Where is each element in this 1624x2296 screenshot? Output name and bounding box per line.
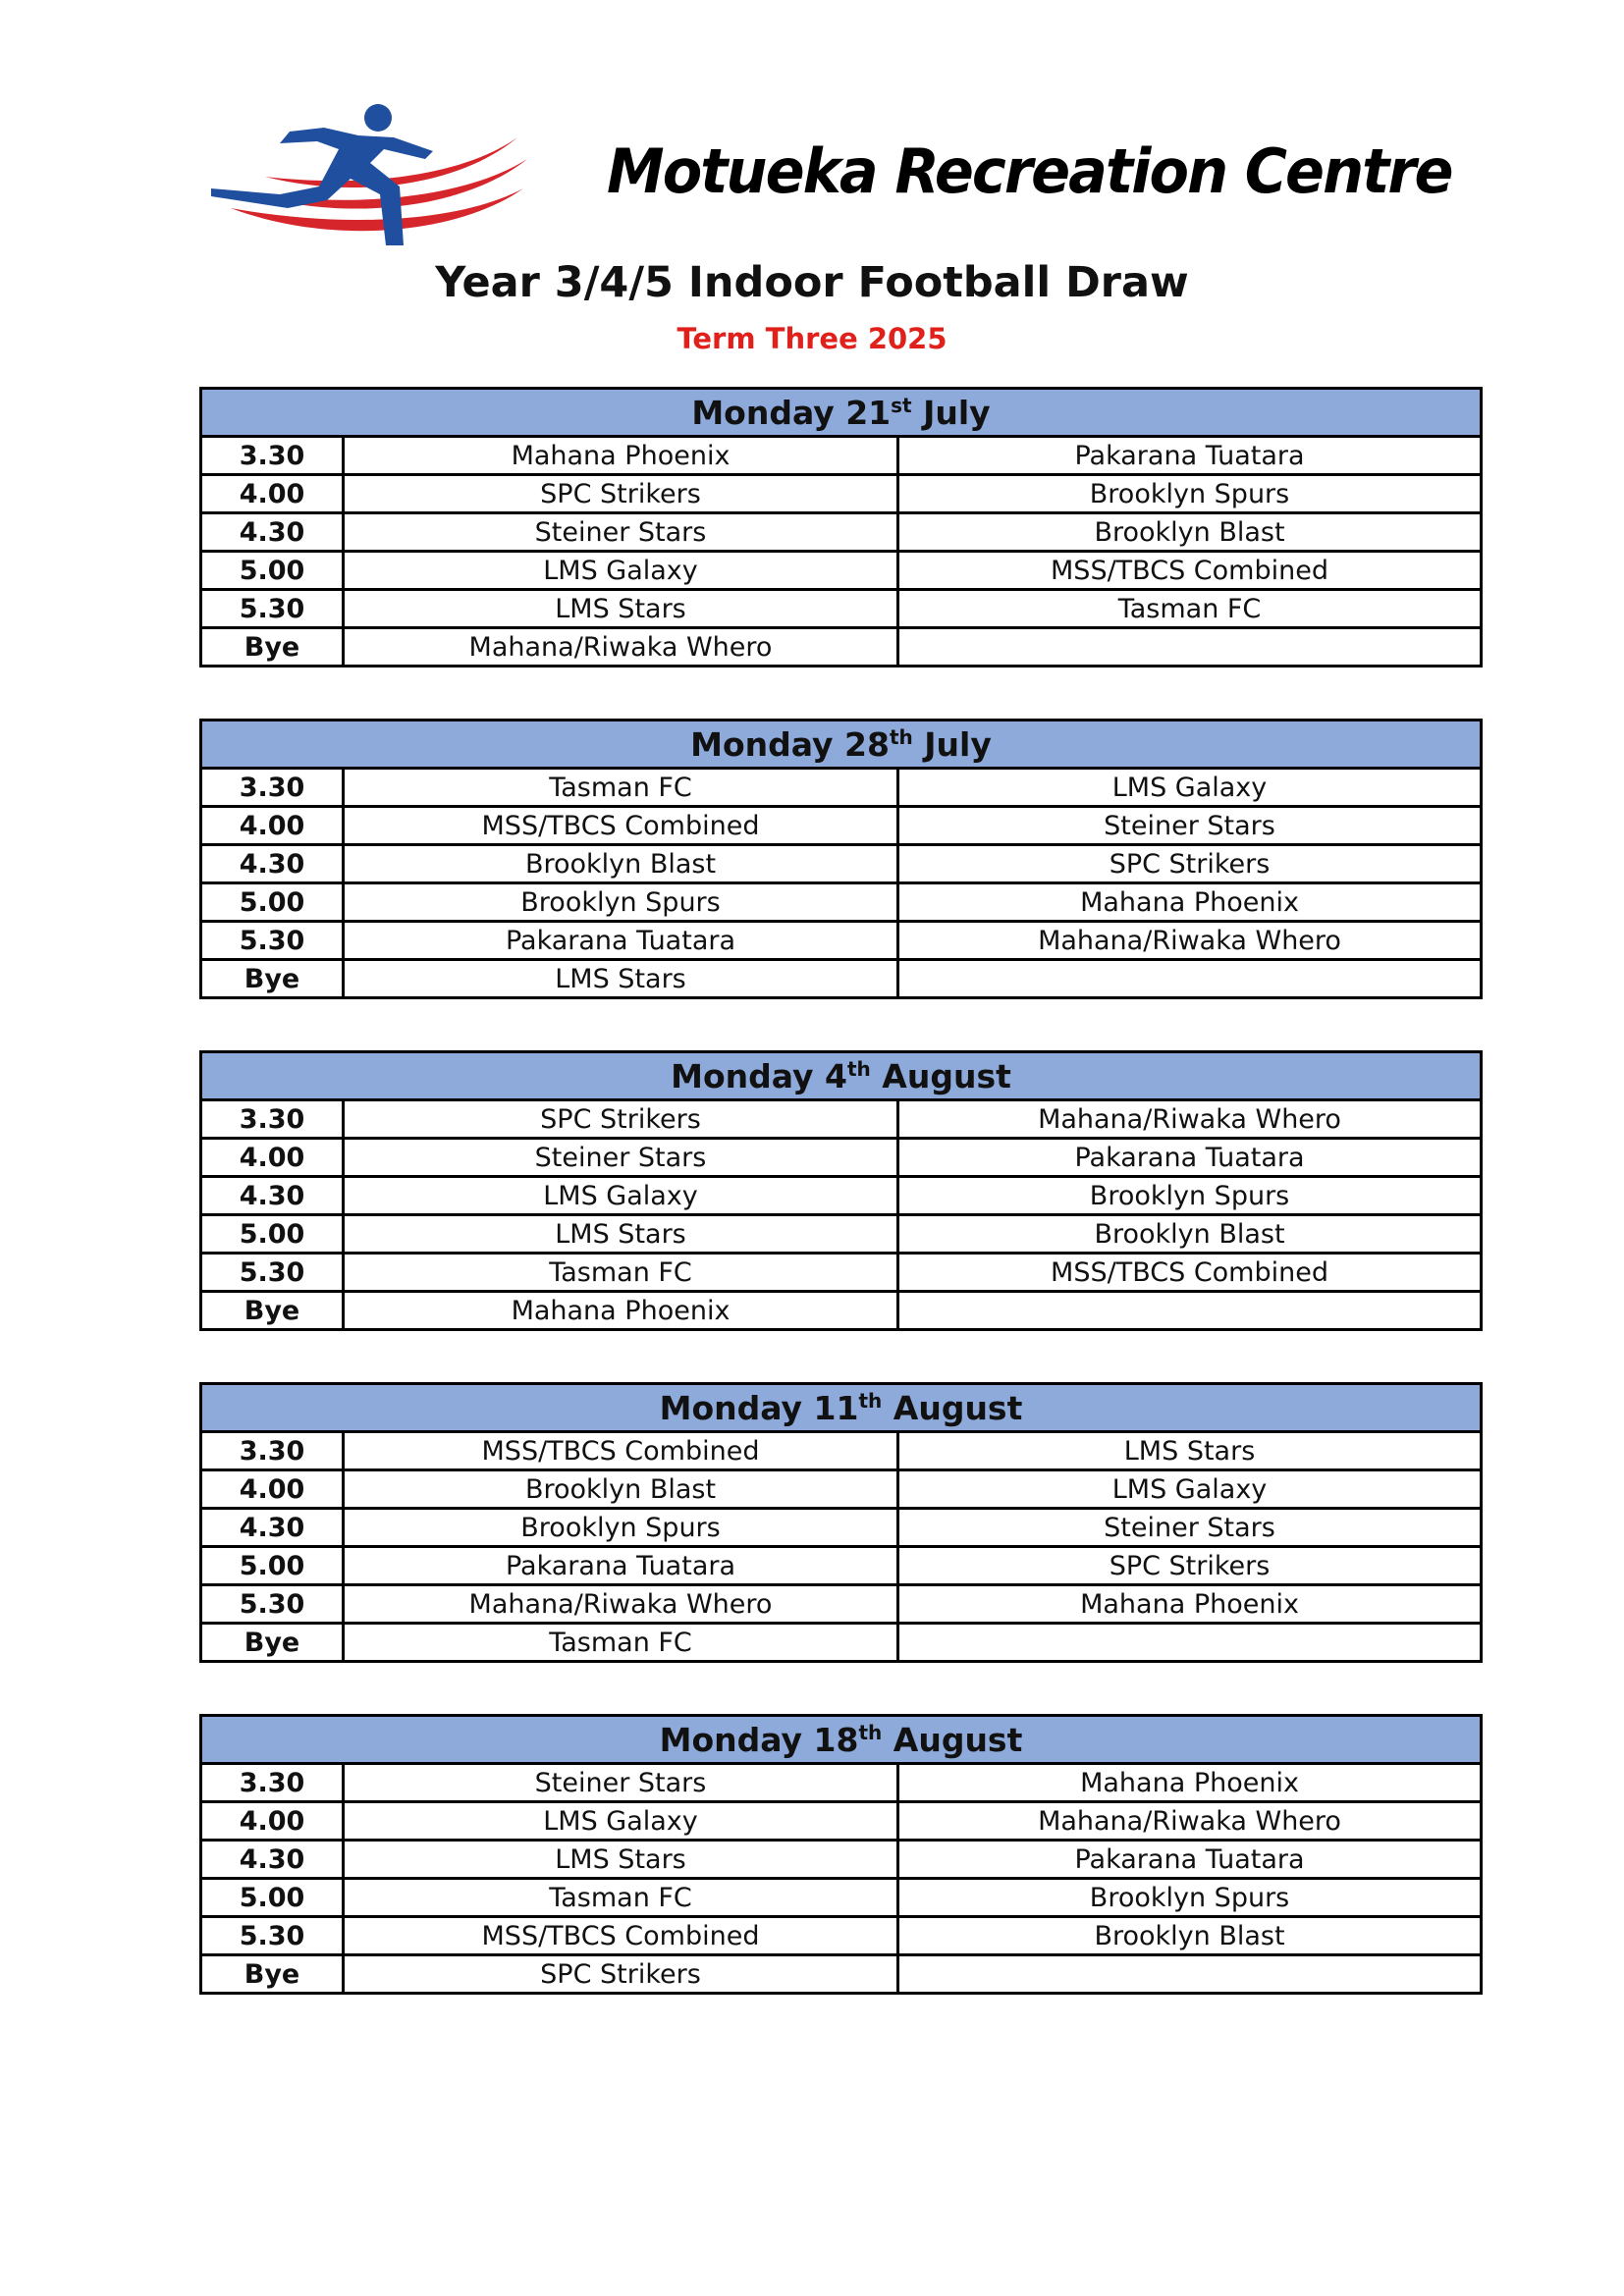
away-team: SPC Strikers <box>898 845 1482 883</box>
round-date-header <box>201 721 1482 769</box>
table-row <box>201 960 1482 998</box>
round-table <box>199 1382 1483 1663</box>
table-row <box>201 552 1482 590</box>
game-time: 5.30 <box>201 1254 344 1292</box>
away-team: MSS/TBCS Combined <box>898 1254 1482 1292</box>
table-row <box>201 590 1482 628</box>
away-team: Pakarana Tuatara <box>898 1139 1482 1177</box>
round-date-month: July <box>912 724 992 764</box>
home-team: LMS Galaxy <box>344 1177 898 1215</box>
game-time: 4.00 <box>201 807 344 845</box>
round-date-month: July <box>911 393 991 432</box>
table-row <box>201 1139 1482 1177</box>
away-team: LMS Galaxy <box>898 1470 1482 1509</box>
table-row <box>201 1177 1482 1215</box>
table-row <box>201 1470 1482 1509</box>
round-table <box>199 1714 1483 1995</box>
away-team: Pakarana Tuatara <box>898 1841 1482 1879</box>
away-team: LMS Galaxy <box>898 769 1482 807</box>
running-figure-logo-icon <box>211 98 535 245</box>
away-team: SPC Strikers <box>898 1547 1482 1585</box>
game-time: 4.00 <box>201 1470 344 1509</box>
round-date-text: Monday 28 <box>690 724 890 764</box>
round-date-text: Monday 18 <box>659 1720 859 1759</box>
table-row <box>201 922 1482 960</box>
table-row <box>201 1100 1482 1139</box>
away-team: Brooklyn Spurs <box>898 1879 1482 1917</box>
away-team: Steiner Stars <box>898 807 1482 845</box>
table-row <box>201 513 1482 552</box>
game-time: 4.30 <box>201 845 344 883</box>
game-time: 3.30 <box>201 437 344 475</box>
home-team: Mahana/Riwaka Whero <box>344 628 898 667</box>
game-time: 5.00 <box>201 552 344 590</box>
home-team: Tasman FC <box>344 1879 898 1917</box>
round-date-ordinal: th <box>889 724 913 749</box>
game-time: 4.30 <box>201 513 344 552</box>
home-team: LMS Galaxy <box>344 1802 898 1841</box>
away-team: Tasman FC <box>898 590 1482 628</box>
table-row <box>201 1802 1482 1841</box>
game-time: 4.00 <box>201 475 344 513</box>
table-row <box>201 1624 1482 1662</box>
table-row <box>201 883 1482 922</box>
table-row <box>201 1841 1482 1879</box>
home-team: SPC Strikers <box>344 1955 898 1994</box>
table-row <box>201 1917 1482 1955</box>
game-time: 5.30 <box>201 590 344 628</box>
away-team <box>898 1955 1482 1994</box>
away-team: Mahana Phoenix <box>898 1585 1482 1624</box>
away-team: MSS/TBCS Combined <box>898 552 1482 590</box>
home-team: Steiner Stars <box>344 1764 898 1802</box>
round-date-header <box>201 1052 1482 1100</box>
home-team: Brooklyn Blast <box>344 1470 898 1509</box>
home-team: MSS/TBCS Combined <box>344 807 898 845</box>
round-date-month: August <box>882 1388 1023 1427</box>
home-team: LMS Stars <box>344 590 898 628</box>
home-team: Tasman FC <box>344 1254 898 1292</box>
home-team: LMS Stars <box>344 1215 898 1254</box>
away-team: Brooklyn Blast <box>898 1917 1482 1955</box>
away-team <box>898 628 1482 667</box>
game-time: Bye <box>201 1624 344 1662</box>
game-time: 3.30 <box>201 769 344 807</box>
home-team: Mahana/Riwaka Whero <box>344 1585 898 1624</box>
game-time: 3.30 <box>201 1764 344 1802</box>
table-row <box>201 1509 1482 1547</box>
away-team: Brooklyn Blast <box>898 513 1482 552</box>
game-time: 5.00 <box>201 1879 344 1917</box>
game-time: 4.30 <box>201 1509 344 1547</box>
away-team: Mahana/Riwaka Whero <box>898 922 1482 960</box>
away-team: Mahana/Riwaka Whero <box>898 1802 1482 1841</box>
round-date-ordinal: st <box>891 393 912 417</box>
game-time: 4.30 <box>201 1841 344 1879</box>
away-team: LMS Stars <box>898 1432 1482 1470</box>
table-row <box>201 628 1482 667</box>
home-team: Mahana Phoenix <box>344 1292 898 1330</box>
home-team: Pakarana Tuatara <box>344 1547 898 1585</box>
round-date-ordinal: th <box>858 1720 883 1744</box>
game-time: 4.00 <box>201 1139 344 1177</box>
game-time: 4.30 <box>201 1177 344 1215</box>
round-date-month: August <box>882 1720 1023 1759</box>
game-time: 5.00 <box>201 883 344 922</box>
table-row <box>201 1215 1482 1254</box>
game-time: 5.00 <box>201 1547 344 1585</box>
brand-name: Motueka Recreation Centre <box>607 135 1452 207</box>
table-row <box>201 475 1482 513</box>
round-date-text: Monday 11 <box>659 1388 859 1427</box>
away-team: Mahana Phoenix <box>898 883 1482 922</box>
document-subtitle: Term Three 2025 <box>677 322 947 355</box>
table-row <box>201 437 1482 475</box>
round-date-text: Monday 21 <box>691 393 892 432</box>
game-time: 5.30 <box>201 1917 344 1955</box>
home-team: MSS/TBCS Combined <box>344 1917 898 1955</box>
round-date-header <box>201 1384 1482 1432</box>
away-team <box>898 960 1482 998</box>
away-team: Brooklyn Spurs <box>898 1177 1482 1215</box>
away-team: Steiner Stars <box>898 1509 1482 1547</box>
home-team: Tasman FC <box>344 769 898 807</box>
round-date-text: Monday 4 <box>671 1056 847 1095</box>
home-team: Steiner Stars <box>344 513 898 552</box>
home-team: SPC Strikers <box>344 1100 898 1139</box>
away-team: Pakarana Tuatara <box>898 437 1482 475</box>
home-team: LMS Stars <box>344 960 898 998</box>
round-table <box>199 719 1483 999</box>
table-row <box>201 1547 1482 1585</box>
game-time: 3.30 <box>201 1432 344 1470</box>
away-team: Brooklyn Spurs <box>898 475 1482 513</box>
home-team: Brooklyn Blast <box>344 845 898 883</box>
document-title: Year 3/4/5 Indoor Football Draw <box>435 258 1189 307</box>
table-row <box>201 1432 1482 1470</box>
home-team: SPC Strikers <box>344 475 898 513</box>
round-date-header <box>201 1716 1482 1764</box>
round-date-ordinal: th <box>858 1388 883 1413</box>
home-team: Brooklyn Spurs <box>344 1509 898 1547</box>
away-team: Brooklyn Blast <box>898 1215 1482 1254</box>
game-time: 5.30 <box>201 1585 344 1624</box>
table-row <box>201 1254 1482 1292</box>
home-team: Pakarana Tuatara <box>344 922 898 960</box>
round-date-month: August <box>870 1056 1011 1095</box>
game-time: Bye <box>201 1292 344 1330</box>
game-time: Bye <box>201 1955 344 1994</box>
home-team: LMS Galaxy <box>344 552 898 590</box>
game-time: 5.30 <box>201 922 344 960</box>
table-row <box>201 1764 1482 1802</box>
game-time: Bye <box>201 628 344 667</box>
game-time: 3.30 <box>201 1100 344 1139</box>
home-team: Mahana Phoenix <box>344 437 898 475</box>
table-row <box>201 1292 1482 1330</box>
game-time: 4.00 <box>201 1802 344 1841</box>
round-date-ordinal: th <box>847 1056 871 1081</box>
table-row <box>201 769 1482 807</box>
away-team: Mahana/Riwaka Whero <box>898 1100 1482 1139</box>
round-table <box>199 387 1483 667</box>
home-team: Steiner Stars <box>344 1139 898 1177</box>
table-row <box>201 845 1482 883</box>
home-team: LMS Stars <box>344 1841 898 1879</box>
game-time: Bye <box>201 960 344 998</box>
round-table <box>199 1050 1483 1331</box>
away-team <box>898 1624 1482 1662</box>
table-row <box>201 1879 1482 1917</box>
game-time: 5.00 <box>201 1215 344 1254</box>
table-row <box>201 1955 1482 1994</box>
table-row <box>201 1585 1482 1624</box>
home-team: MSS/TBCS Combined <box>344 1432 898 1470</box>
home-team: Brooklyn Spurs <box>344 883 898 922</box>
away-team <box>898 1292 1482 1330</box>
round-date-header <box>201 389 1482 437</box>
away-team: Mahana Phoenix <box>898 1764 1482 1802</box>
home-team: Tasman FC <box>344 1624 898 1662</box>
table-row <box>201 807 1482 845</box>
